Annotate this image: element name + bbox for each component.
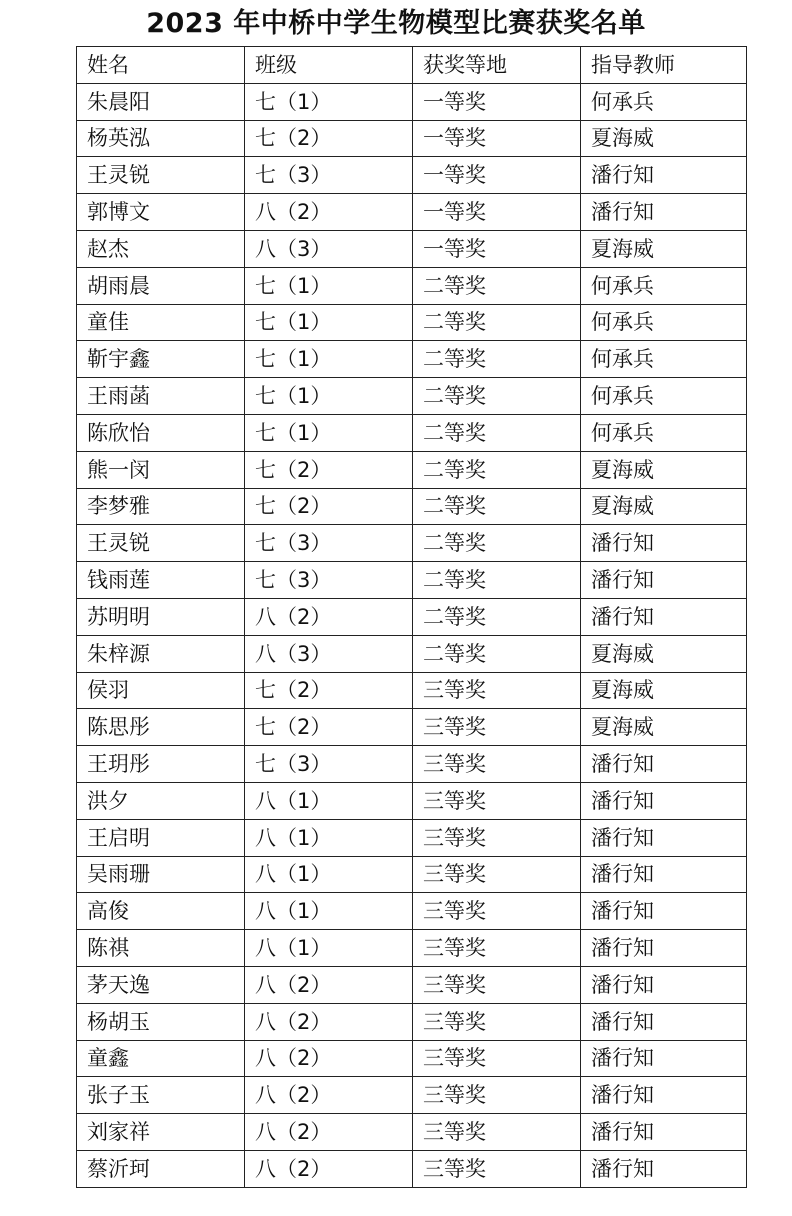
cell-student-name: 王启明: [77, 819, 245, 856]
table-row: [77, 157, 747, 194]
cell-award-level: 二等奖: [413, 304, 581, 341]
cell-student-name: 杨英泓: [77, 120, 245, 157]
cell-award-level: 二等奖: [413, 635, 581, 672]
cell-student-name: 童鑫: [77, 1040, 245, 1077]
cell-teacher: 潘行知: [581, 1150, 747, 1187]
cell-teacher: 夏海威: [581, 709, 747, 746]
cell-class: 七（3）: [245, 562, 413, 599]
cell-student-name: 王雨菡: [77, 378, 245, 415]
cell-student-name: 张子玉: [77, 1077, 245, 1114]
cell-award-level: 一等奖: [413, 230, 581, 267]
cell-student-name: 郭博文: [77, 194, 245, 231]
table-header-row: [77, 47, 747, 84]
cell-class: 八（2）: [245, 194, 413, 231]
cell-student-name: 茅天逸: [77, 966, 245, 1003]
cell-teacher: 潘行知: [581, 562, 747, 599]
cell-award-level: 三等奖: [413, 1040, 581, 1077]
cell-student-name: 蔡沂珂: [77, 1150, 245, 1187]
table-row: [77, 194, 747, 231]
award-list-table: [76, 46, 747, 1188]
cell-teacher: 潘行知: [581, 782, 747, 819]
cell-award-level: 三等奖: [413, 1077, 581, 1114]
column-header-class: 班级: [245, 47, 413, 84]
cell-student-name: 赵杰: [77, 230, 245, 267]
cell-class: 七（1）: [245, 341, 413, 378]
table-row: [77, 304, 747, 341]
cell-teacher: 何承兵: [581, 267, 747, 304]
cell-teacher: 夏海威: [581, 451, 747, 488]
cell-award-level: 三等奖: [413, 1114, 581, 1151]
cell-teacher: 何承兵: [581, 83, 747, 120]
document-title: 2023 年中桥中学生物模型比赛获奖名单: [146, 8, 646, 39]
cell-student-name: 靳宇鑫: [77, 341, 245, 378]
cell-teacher: 潘行知: [581, 194, 747, 231]
cell-teacher: 夏海威: [581, 672, 747, 709]
cell-student-name: 王灵锐: [77, 525, 245, 562]
cell-class: 八（2）: [245, 1003, 413, 1040]
cell-teacher: 潘行知: [581, 1040, 747, 1077]
cell-award-level: 一等奖: [413, 194, 581, 231]
cell-teacher: 何承兵: [581, 304, 747, 341]
table-row: [77, 414, 747, 451]
table-row: [77, 1040, 747, 1077]
cell-teacher: 夏海威: [581, 488, 747, 525]
table-row: [77, 856, 747, 893]
cell-award-level: 二等奖: [413, 267, 581, 304]
table-row: [77, 83, 747, 120]
cell-teacher: 潘行知: [581, 746, 747, 783]
cell-class: 八（2）: [245, 1114, 413, 1151]
cell-student-name: 吴雨珊: [77, 856, 245, 893]
cell-class: 八（2）: [245, 966, 413, 1003]
table-row: [77, 672, 747, 709]
table-row: [77, 525, 747, 562]
cell-award-level: 二等奖: [413, 414, 581, 451]
table-row: [77, 1150, 747, 1187]
cell-class: 七（1）: [245, 378, 413, 415]
cell-award-level: 一等奖: [413, 83, 581, 120]
table-row: [77, 966, 747, 1003]
cell-class: 八（2）: [245, 1150, 413, 1187]
table-row: [77, 1114, 747, 1151]
cell-teacher: 潘行知: [581, 1114, 747, 1151]
cell-award-level: 三等奖: [413, 709, 581, 746]
table-row: [77, 451, 747, 488]
cell-teacher: 何承兵: [581, 414, 747, 451]
cell-class: 八（2）: [245, 1077, 413, 1114]
cell-class: 七（1）: [245, 304, 413, 341]
cell-student-name: 陈祺: [77, 930, 245, 967]
cell-class: 八（1）: [245, 930, 413, 967]
table-row: [77, 488, 747, 525]
cell-student-name: 钱雨莲: [77, 562, 245, 599]
cell-student-name: 朱梓源: [77, 635, 245, 672]
cell-teacher: 夏海威: [581, 230, 747, 267]
cell-class: 七（3）: [245, 157, 413, 194]
cell-student-name: 李梦雅: [77, 488, 245, 525]
cell-class: 七（3）: [245, 746, 413, 783]
cell-award-level: 二等奖: [413, 341, 581, 378]
table-row: [77, 709, 747, 746]
cell-class: 七（2）: [245, 709, 413, 746]
cell-teacher: 夏海威: [581, 120, 747, 157]
cell-student-name: 杨胡玉: [77, 1003, 245, 1040]
cell-teacher: 潘行知: [581, 819, 747, 856]
cell-student-name: 高俊: [77, 893, 245, 930]
column-header-name: 姓名: [77, 47, 245, 84]
cell-class: 七（2）: [245, 672, 413, 709]
cell-class: 八（1）: [245, 856, 413, 893]
cell-award-level: 二等奖: [413, 451, 581, 488]
cell-class: 七（2）: [245, 488, 413, 525]
cell-teacher: 夏海威: [581, 635, 747, 672]
cell-student-name: 熊一闵: [77, 451, 245, 488]
cell-award-level: 二等奖: [413, 488, 581, 525]
cell-class: 八（1）: [245, 893, 413, 930]
column-header-award-level: 获奖等地: [413, 47, 581, 84]
cell-teacher: 潘行知: [581, 157, 747, 194]
cell-class: 八（3）: [245, 230, 413, 267]
cell-student-name: 陈欣怡: [77, 414, 245, 451]
cell-student-name: 苏明明: [77, 598, 245, 635]
table-row: [77, 341, 747, 378]
table-row: [77, 893, 747, 930]
cell-class: 七（1）: [245, 414, 413, 451]
cell-award-level: 三等奖: [413, 930, 581, 967]
cell-award-level: 三等奖: [413, 856, 581, 893]
table-row: [77, 562, 747, 599]
cell-award-level: 二等奖: [413, 525, 581, 562]
table-row: [77, 782, 747, 819]
cell-award-level: 二等奖: [413, 378, 581, 415]
cell-student-name: 侯羽: [77, 672, 245, 709]
table-row: [77, 267, 747, 304]
table-row: [77, 230, 747, 267]
cell-student-name: 陈思彤: [77, 709, 245, 746]
table-row: [77, 1003, 747, 1040]
table-row: [77, 635, 747, 672]
table-row: [77, 746, 747, 783]
table-row: [77, 1077, 747, 1114]
cell-teacher: 潘行知: [581, 1003, 747, 1040]
cell-class: 七（3）: [245, 525, 413, 562]
cell-teacher: 潘行知: [581, 598, 747, 635]
cell-class: 八（2）: [245, 598, 413, 635]
table-row: [77, 598, 747, 635]
cell-student-name: 王灵锐: [77, 157, 245, 194]
cell-award-level: 三等奖: [413, 1003, 581, 1040]
cell-student-name: 童佳: [77, 304, 245, 341]
cell-class: 八（2）: [245, 1040, 413, 1077]
cell-teacher: 潘行知: [581, 1077, 747, 1114]
cell-student-name: 洪夕: [77, 782, 245, 819]
cell-class: 七（2）: [245, 120, 413, 157]
cell-award-level: 三等奖: [413, 782, 581, 819]
cell-student-name: 刘家祥: [77, 1114, 245, 1151]
table-body: [77, 83, 747, 1187]
table-row: [77, 120, 747, 157]
cell-award-level: 三等奖: [413, 819, 581, 856]
cell-award-level: 三等奖: [413, 1150, 581, 1187]
cell-teacher: 何承兵: [581, 378, 747, 415]
cell-award-level: 一等奖: [413, 157, 581, 194]
cell-teacher: 潘行知: [581, 930, 747, 967]
cell-student-name: 王玥彤: [77, 746, 245, 783]
cell-class: 七（2）: [245, 451, 413, 488]
cell-class: 八（1）: [245, 782, 413, 819]
cell-teacher: 潘行知: [581, 966, 747, 1003]
table-row: [77, 819, 747, 856]
table-row: [77, 378, 747, 415]
cell-class: 八（1）: [245, 819, 413, 856]
cell-award-level: 一等奖: [413, 120, 581, 157]
cell-award-level: 二等奖: [413, 562, 581, 599]
cell-class: 八（3）: [245, 635, 413, 672]
cell-teacher: 潘行知: [581, 856, 747, 893]
cell-class: 七（1）: [245, 267, 413, 304]
cell-award-level: 三等奖: [413, 893, 581, 930]
cell-teacher: 何承兵: [581, 341, 747, 378]
cell-teacher: 潘行知: [581, 893, 747, 930]
cell-class: 七（1）: [245, 83, 413, 120]
cell-teacher: 潘行知: [581, 525, 747, 562]
cell-award-level: 三等奖: [413, 966, 581, 1003]
column-header-teacher: 指导教师: [581, 47, 747, 84]
cell-student-name: 朱晨阳: [77, 83, 245, 120]
cell-student-name: 胡雨晨: [77, 267, 245, 304]
table-row: [77, 930, 747, 967]
cell-award-level: 三等奖: [413, 746, 581, 783]
cell-award-level: 二等奖: [413, 598, 581, 635]
cell-award-level: 三等奖: [413, 672, 581, 709]
